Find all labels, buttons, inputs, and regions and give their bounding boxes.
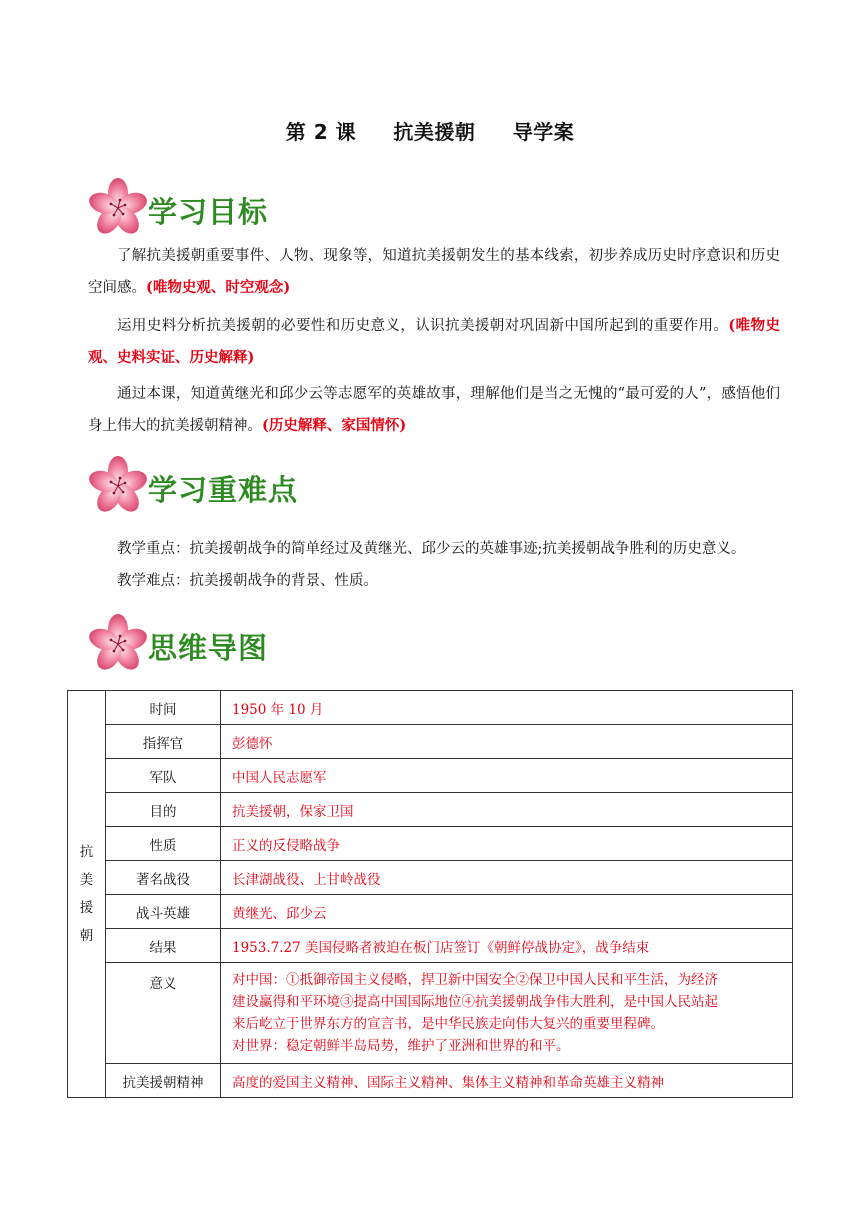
row-key: 结果 bbox=[106, 929, 221, 963]
row-value: 彭德怀 bbox=[221, 725, 793, 759]
goal-tag-1: (唯物史观、时空观念) bbox=[146, 279, 291, 296]
table-row bbox=[68, 691, 793, 725]
goal-text-3: 通过本课，知道黄继光和邱少云等志愿军的英雄故事，理解他们是当之无愧的“最可爱的人”，感悟他们身上伟大的抗美援朝精神。 bbox=[88, 386, 780, 434]
cherry-blossom-icon bbox=[88, 614, 148, 674]
teaching-difficulty: 教学难点：抗美援朝战争的背景、性质。 bbox=[117, 573, 378, 589]
section-header-keypoints bbox=[88, 456, 488, 516]
section-title-mindmap: 思维导图 bbox=[148, 631, 269, 665]
row-value: 正义的反侵略战争 bbox=[221, 827, 793, 861]
row-key: 抗美援朝精神 bbox=[106, 1064, 221, 1098]
row-key: 目的 bbox=[106, 793, 221, 827]
side-char: 朝 bbox=[79, 928, 94, 944]
page-title: 第 2 课 抗美援朝 导学案 bbox=[285, 120, 575, 144]
goal-tag-2: (唯物史观、史料实证、历史解释) bbox=[88, 317, 780, 366]
table-row bbox=[68, 793, 793, 827]
row-key: 性质 bbox=[106, 827, 221, 861]
table-row bbox=[68, 895, 793, 929]
goal-paragraph-1 bbox=[88, 241, 780, 304]
cherry-blossom-icon bbox=[88, 456, 148, 516]
table-row bbox=[68, 827, 793, 861]
significance-line: 来后屹立于世界东方的宣言书，是中华民族走向伟大复兴的重要里程碑。 bbox=[232, 1016, 664, 1032]
side-char: 援 bbox=[79, 900, 94, 916]
row-key: 著名战役 bbox=[106, 861, 221, 895]
section-title-keypoints: 学习重难点 bbox=[148, 473, 299, 507]
row-key: 军队 bbox=[106, 759, 221, 793]
mindmap-table bbox=[67, 690, 793, 1098]
goal-tag-3: (历史解释、家国情怀) bbox=[262, 417, 407, 434]
table-row bbox=[68, 861, 793, 895]
significance-line: 建设赢得和平环境③提高中国国际地位④抗美援朝战争伟大胜利，是中国人民站起 bbox=[232, 994, 718, 1010]
row-value: 黄继光、邱少云 bbox=[221, 895, 793, 929]
side-label bbox=[68, 691, 106, 1098]
table-row bbox=[68, 759, 793, 793]
row-value: 1950 年 10 月 bbox=[221, 691, 793, 725]
goal-paragraph-2 bbox=[88, 310, 780, 374]
table-row bbox=[68, 929, 793, 963]
significance-line: 对世界：稳定朝鲜半岛局势，维护了亚洲和世界的和平。 bbox=[232, 1038, 570, 1054]
section-title-goals: 学习目标 bbox=[148, 195, 269, 229]
row-value: 1953.7.27 美国侵略者被迫在板门店签订《朝鲜停战协定》，战争结束 bbox=[221, 929, 793, 963]
row-value: 长津湖战役、上甘岭战役 bbox=[221, 861, 793, 895]
row-value: 抗美援朝，保家卫国 bbox=[221, 793, 793, 827]
side-char: 美 bbox=[79, 872, 94, 888]
row-value bbox=[221, 963, 793, 1064]
section-header-mindmap bbox=[88, 614, 488, 674]
row-value: 高度的爱国主义精神、国际主义精神、集体主义精神和革命英雄主义精神 bbox=[221, 1064, 793, 1098]
row-key: 指挥官 bbox=[106, 725, 221, 759]
row-key: 时间 bbox=[106, 691, 221, 725]
cherry-blossom-icon bbox=[88, 178, 148, 238]
table-row bbox=[68, 963, 793, 1064]
goal-text-2: 运用史料分析抗美援朝的必要性和历史意义，认识抗美援朝对巩固新中国所起到的重要作用。 bbox=[117, 318, 729, 334]
goal-text-1: 了解抗美援朝重要事件、人物、现象等，知道抗美援朝发生的基本线索，初步养成历史时序意识和历史空间感。 bbox=[88, 248, 780, 296]
row-key: 战斗英雄 bbox=[106, 895, 221, 929]
teaching-focus: 教学重点：抗美援朝战争的简单经过及黄继光、邱少云的英雄事迹;抗美援朝战争胜利的历史意义。 bbox=[117, 541, 746, 557]
side-char: 抗 bbox=[79, 844, 94, 860]
significance-line: 对中国：①抵御帝国主义侵略，捍卫新中国安全②保卫中国人民和平生活，为经济 bbox=[232, 972, 718, 988]
table-row bbox=[68, 725, 793, 759]
goal-paragraph-3 bbox=[88, 379, 780, 442]
row-key: 意义 bbox=[106, 963, 221, 1064]
table-row bbox=[68, 1064, 793, 1098]
row-value: 中国人民志愿军 bbox=[221, 759, 793, 793]
section-header-goals bbox=[88, 178, 488, 238]
